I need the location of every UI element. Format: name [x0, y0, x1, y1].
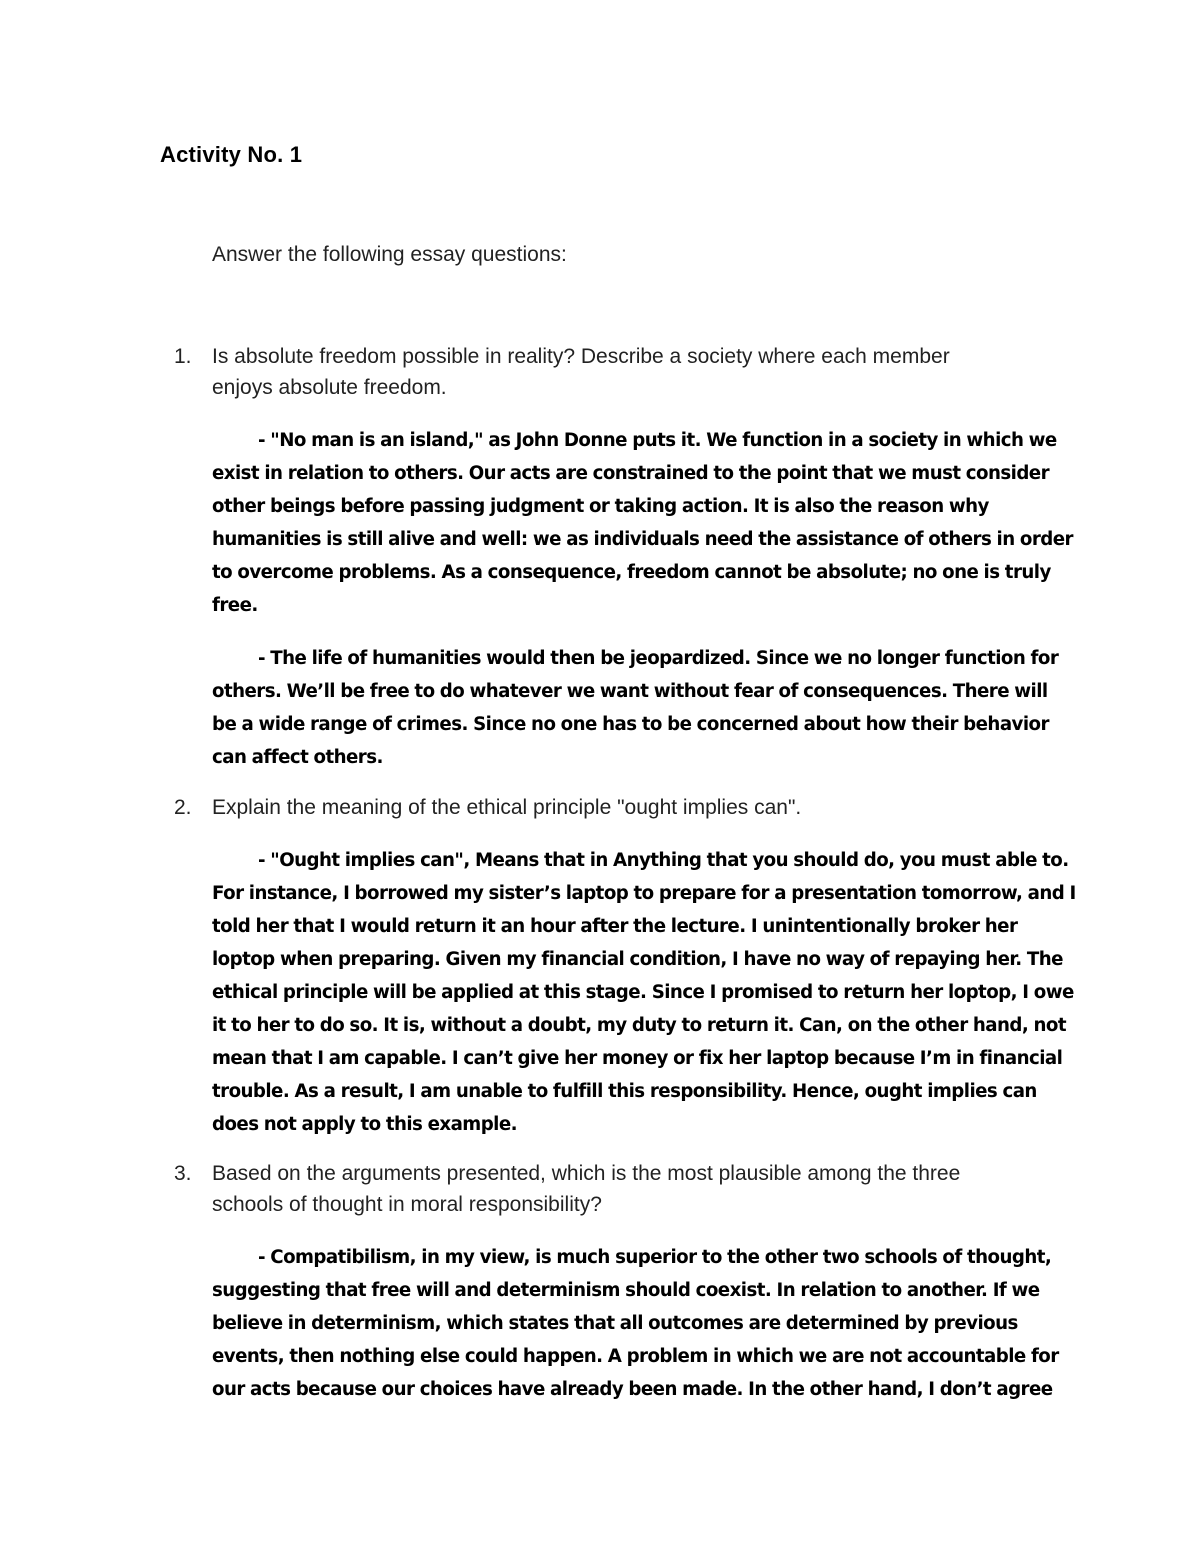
question-3	[174, 1158, 1072, 1220]
answer-line: free.	[212, 595, 258, 616]
answer-line: others. We’ll be free to do whatever we want without fear of consequences. There will	[212, 681, 1048, 702]
answer-line: - The life of humanities would then be jeopardized. Since we no longer function for	[258, 648, 1059, 669]
answer-line: - "Ought implies can", Means that in Anything that you should do, you must able to.	[258, 850, 1069, 871]
question-number: 3.	[174, 1162, 192, 1185]
question-number: 2.	[174, 796, 192, 819]
answer-line: does not apply to this example.	[212, 1114, 518, 1135]
answer-line: believe in determinism, which states that all outcomes are determined by previous	[212, 1313, 1018, 1334]
question-line: Is absolute freedom possible in reality? Describe a society where each member	[212, 345, 950, 368]
answer-line: to overcome problems. As a consequence, freedom cannot be absolute; no one is truly	[212, 562, 1051, 583]
instruction-text: Answer the following essay questions:	[212, 243, 567, 266]
answer-line: our acts because our choices have already been made. In the other hand, I don’t agree	[212, 1379, 1053, 1400]
answer-line: told her that I would return it an hour after the lecture. I unintentionally broker her	[212, 916, 1018, 937]
question-line: Explain the meaning of the ethical principle "ought implies can".	[212, 796, 802, 819]
answer-line: other beings before passing judgment or taking action. It is also the reason why	[212, 496, 989, 517]
answer-line: loptop when preparing. Given my financial condition, I have no way of repaying her. The	[212, 949, 1063, 970]
question-line: enjoys absolute freedom.	[212, 376, 447, 399]
answer-line: can affect others.	[212, 747, 383, 768]
question-number: 1.	[174, 345, 192, 368]
question-line: Based on the arguments presented, which is the most plausible among the three	[212, 1162, 961, 1185]
answer-line: suggesting that free will and determinism should coexist. In relation to another. If we	[212, 1280, 1040, 1301]
question-line: schools of thought in moral responsibility?	[212, 1193, 602, 1216]
answer-line: humanities is still alive and well: we as individuals need the assistance of others in order	[212, 529, 1073, 550]
page-title: Activity No. 1	[160, 142, 303, 167]
answer-line: - "No man is an island," as John Donne puts it. We function in a society in which we	[258, 430, 1057, 451]
answer-line: - Compatibilism, in my view, is much superior to the other two schools of thought,	[258, 1247, 1052, 1268]
answer-line: mean that I am capable. I can’t give her money or fix her laptop because I’m in financial	[212, 1048, 1063, 1069]
answer-line: ethical principle will be applied at this stage. Since I promised to return her loptop, I owe	[212, 982, 1074, 1003]
answer-line: exist in relation to others. Our acts are constrained to the point that we must consider	[212, 463, 1050, 484]
answer-2	[212, 844, 1076, 1141]
question-2	[174, 792, 1072, 823]
answer-line: events, then nothing else could happen. A problem in which we are not accountable for	[212, 1346, 1059, 1367]
answer-3	[212, 1241, 1072, 1406]
answer-line: trouble. As a result, I am unable to fulfill this responsibility. Hence, ought implies can	[212, 1081, 1037, 1102]
answer-line: be a wide range of crimes. Since no one has to be concerned about how their behavior	[212, 714, 1049, 735]
answer-1a	[212, 424, 1072, 622]
question-1	[174, 341, 1072, 403]
answer-line: it to her to do so. It is, without a doubt, my duty to return it. Can, on the other hand, not	[212, 1015, 1067, 1036]
answer-line: For instance, I borrowed my sister’s laptop to prepare for a presentation tomorrow, and I	[212, 883, 1076, 904]
answer-1b	[212, 642, 1072, 774]
